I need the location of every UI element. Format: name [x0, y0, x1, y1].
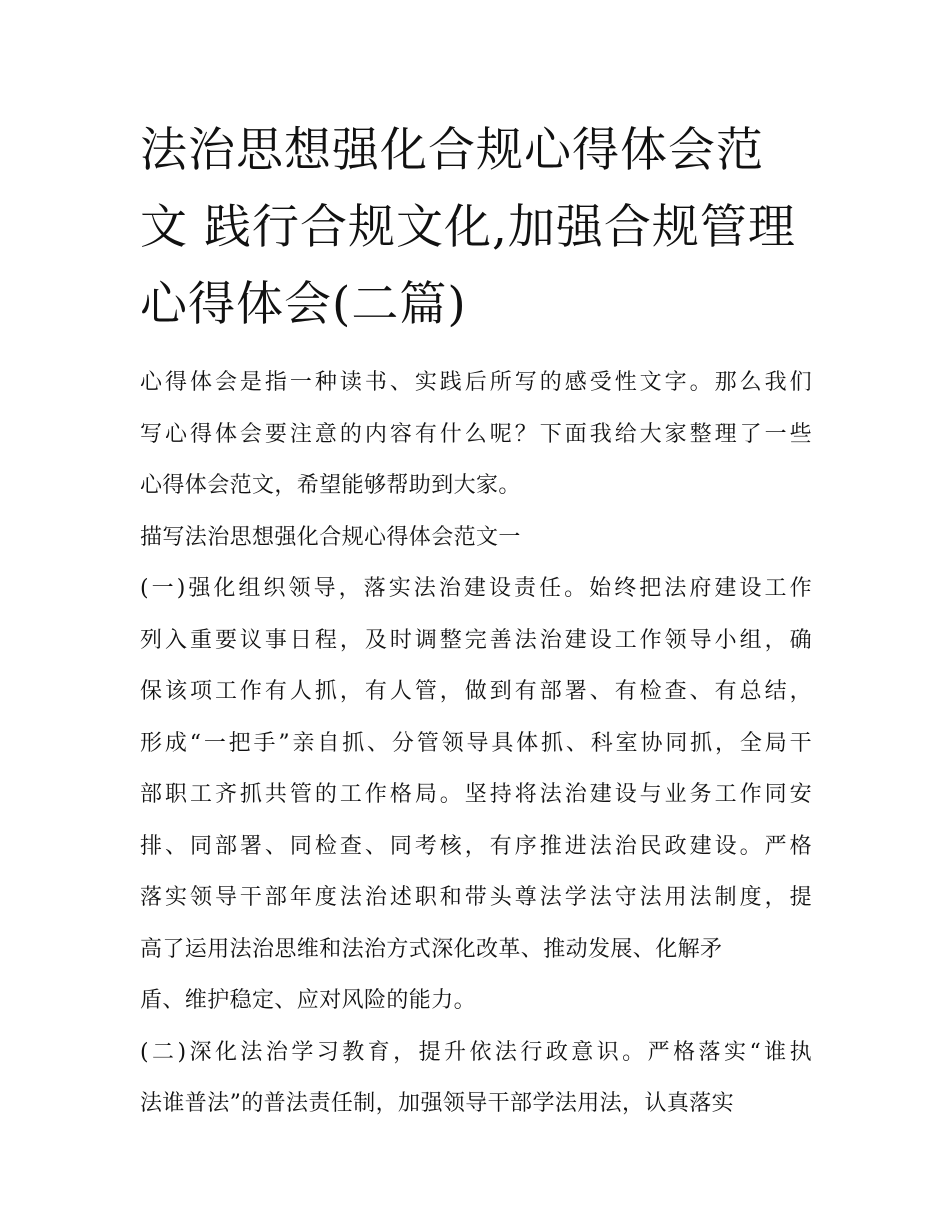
para1-line-9: 盾、维护稳定、应对风险的能力。: [140, 988, 477, 1013]
intro-paragraph: [140, 357, 812, 512]
para1-line-3: 保该项工作有人抓，有人管，做到有部署、有检查、有总结，: [140, 679, 812, 704]
document-body: [140, 357, 812, 1130]
document-content: [140, 112, 812, 1130]
para1-line-5: 部职工齐抓共管的工作格局。坚持将法治建设与业务工作同安: [140, 782, 812, 807]
paragraph-2: [140, 1027, 812, 1130]
title-line-3: 心得体会(二篇): [140, 277, 467, 332]
title-line-1: 法治思想强化合规心得体会范: [140, 123, 764, 178]
intro-line-2: 写心得体会要注意的内容有什么呢？下面我给大家整理了一些: [140, 421, 812, 447]
para2-line-1: (二)深化法治学习教育，提升依法行政意识。严格落实“谁执: [140, 1039, 812, 1065]
para1-line-1: (一)强化组织领导，落实法治建设责任。始终把法府建设工作: [140, 576, 812, 601]
para2-line-2: 法谁普法”的普法责任制，加强领导干部学法用法，认真落实: [140, 1091, 735, 1116]
intro-line-3: 心得体会范文，希望能够帮助到大家。: [140, 473, 521, 498]
para1-line-8: 高了运用法治思维和法治方式深化改革、推动发展、化解矛: [140, 936, 723, 962]
document-title: [140, 112, 812, 343]
para1-line-2: 列入重要议事日程，及时调整完善法治建设工作领导小组，确: [140, 627, 812, 653]
section-heading: 描写法治思想强化合规心得体会范文一: [140, 524, 521, 550]
para1-line-6: 排、同部署、同检查、同考核，有序推进法治民政建设。严格: [140, 833, 812, 859]
paragraph-1: [140, 563, 812, 1027]
title-line-2: 文 践行合规文化,加强合规管理: [140, 200, 796, 255]
para1-line-7: 落实领导干部年度法治述职和带头尊法学法守法用法制度，提: [140, 885, 812, 910]
intro-line-1: 心得体会是指一种读书、实践后所写的感受性文字。那么我们: [140, 370, 812, 395]
para1-line-4: 形成“一把手”亲自抓、分管领导具体抓、科室协同抓，全局干: [140, 730, 812, 756]
